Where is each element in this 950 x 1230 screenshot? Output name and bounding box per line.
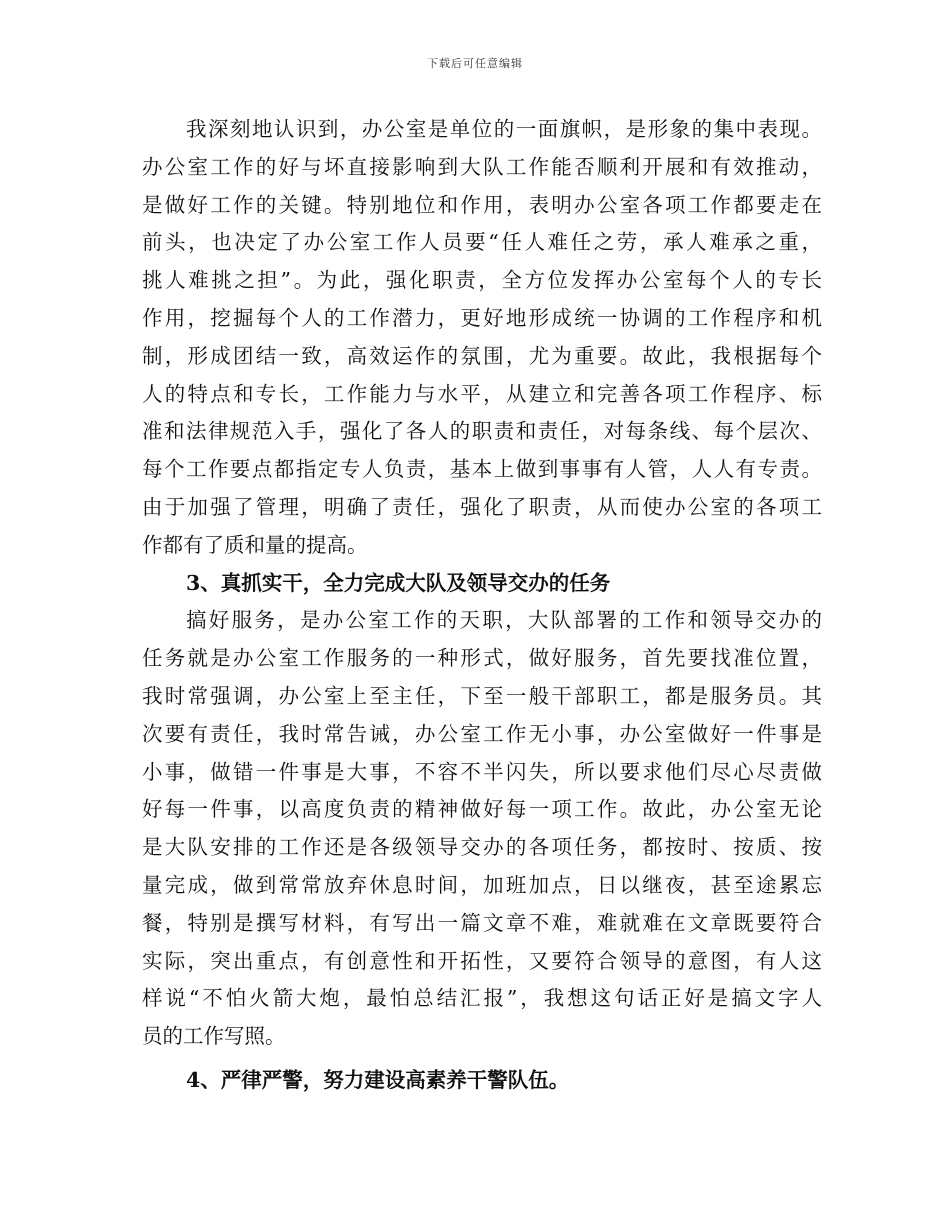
text-line: 是大队安排的工作还是各级领导交办的各项任务，都按时、按质、按: [142, 835, 822, 860]
text-line: 餐，特别是撰写材料，有写出一篇文章不难，难就难在文章既要符合: [142, 910, 822, 935]
text-line: 由于加强了管理，明确了责任，强化了职责，从而使办公室的各项工: [142, 494, 822, 519]
paragraph-service: [142, 602, 822, 1056]
text-line: 前头，也决定了办公室工作人员要“任人难任之劳，承人难承之重，: [142, 230, 822, 255]
text-line: 准和法律规范入手，强化了各人的职责和责任，对每条线、每个层次、: [142, 419, 822, 444]
text-line: 量完成，做到常常放弃休息时间，加班加点，日以继夜，甚至途累忘: [142, 872, 822, 897]
text-line: 作用，挖掘每个人的工作潜力，更好地形成统一协调的工作程序和机: [142, 305, 822, 330]
text-line: 搞好服务，是办公室工作的天职，大队部署的工作和领导交办的: [186, 608, 822, 633]
text-line: 我时常强调，办公室上至主任，下至一般干部职工，都是服务员。其: [142, 683, 822, 708]
text-line: 任务就是办公室工作服务的一种形式，做好服务，首先要找准位置，: [142, 646, 822, 671]
paragraph-office-role: [142, 111, 822, 565]
text-line: 办公室工作的好与坏直接影响到大队工作能否顺利开展和有效推动，: [142, 154, 822, 179]
text-line: 员的工作写照。: [142, 1024, 286, 1049]
section-heading-3: 3、真抓实干，全力完成大队及领导交办的任务: [186, 570, 611, 595]
text-line: 次要有责任，我时常告诫，办公室工作无小事，办公室做好一件事是: [142, 721, 822, 746]
document-body: [142, 111, 822, 1100]
text-line: 每个工作要点都指定专人负责，基本上做到事事有人管，人人有专责。: [142, 457, 822, 482]
text-line: 我深刻地认识到，办公室是单位的一面旗帜，是形象的集中表现。: [186, 117, 822, 141]
text-line: 挑人难挑之担”。为此，强化职责，全方位发挥办公室每个人的专长: [142, 268, 822, 293]
text-line: 好每一件事，以高度负责的精神做好每一项工作。故此，办公室无论: [142, 797, 822, 822]
text-line: 样说“不怕火箭大炮，最怕总结汇报”，我想这句话正好是搞文字人: [142, 986, 822, 1011]
text-line: 人的特点和专长，工作能力与水平，从建立和完善各项工作程序、标: [142, 381, 822, 406]
text-line: 作都有了质和量的提高。: [142, 532, 368, 557]
text-line: 是做好工作的关键。特别地位和作用，表明办公室各项工作都要走在: [142, 192, 822, 217]
text-line: 小事，做错一件事是大事，不容不半闪失，所以要求他们尽心尽责做: [142, 759, 822, 784]
section-heading-4: 4、严律严警，努力建设高素养干警队伍。: [186, 1067, 570, 1092]
page-header: 下载后可任意编辑: [427, 57, 523, 70]
text-line: 制，形成团结一致，高效运作的氛围，尤为重要。故此，我根据每个: [142, 343, 822, 368]
text-line: 实际，突出重点，有创意性和开拓性，又要符合领导的意图，有人这: [142, 948, 822, 973]
